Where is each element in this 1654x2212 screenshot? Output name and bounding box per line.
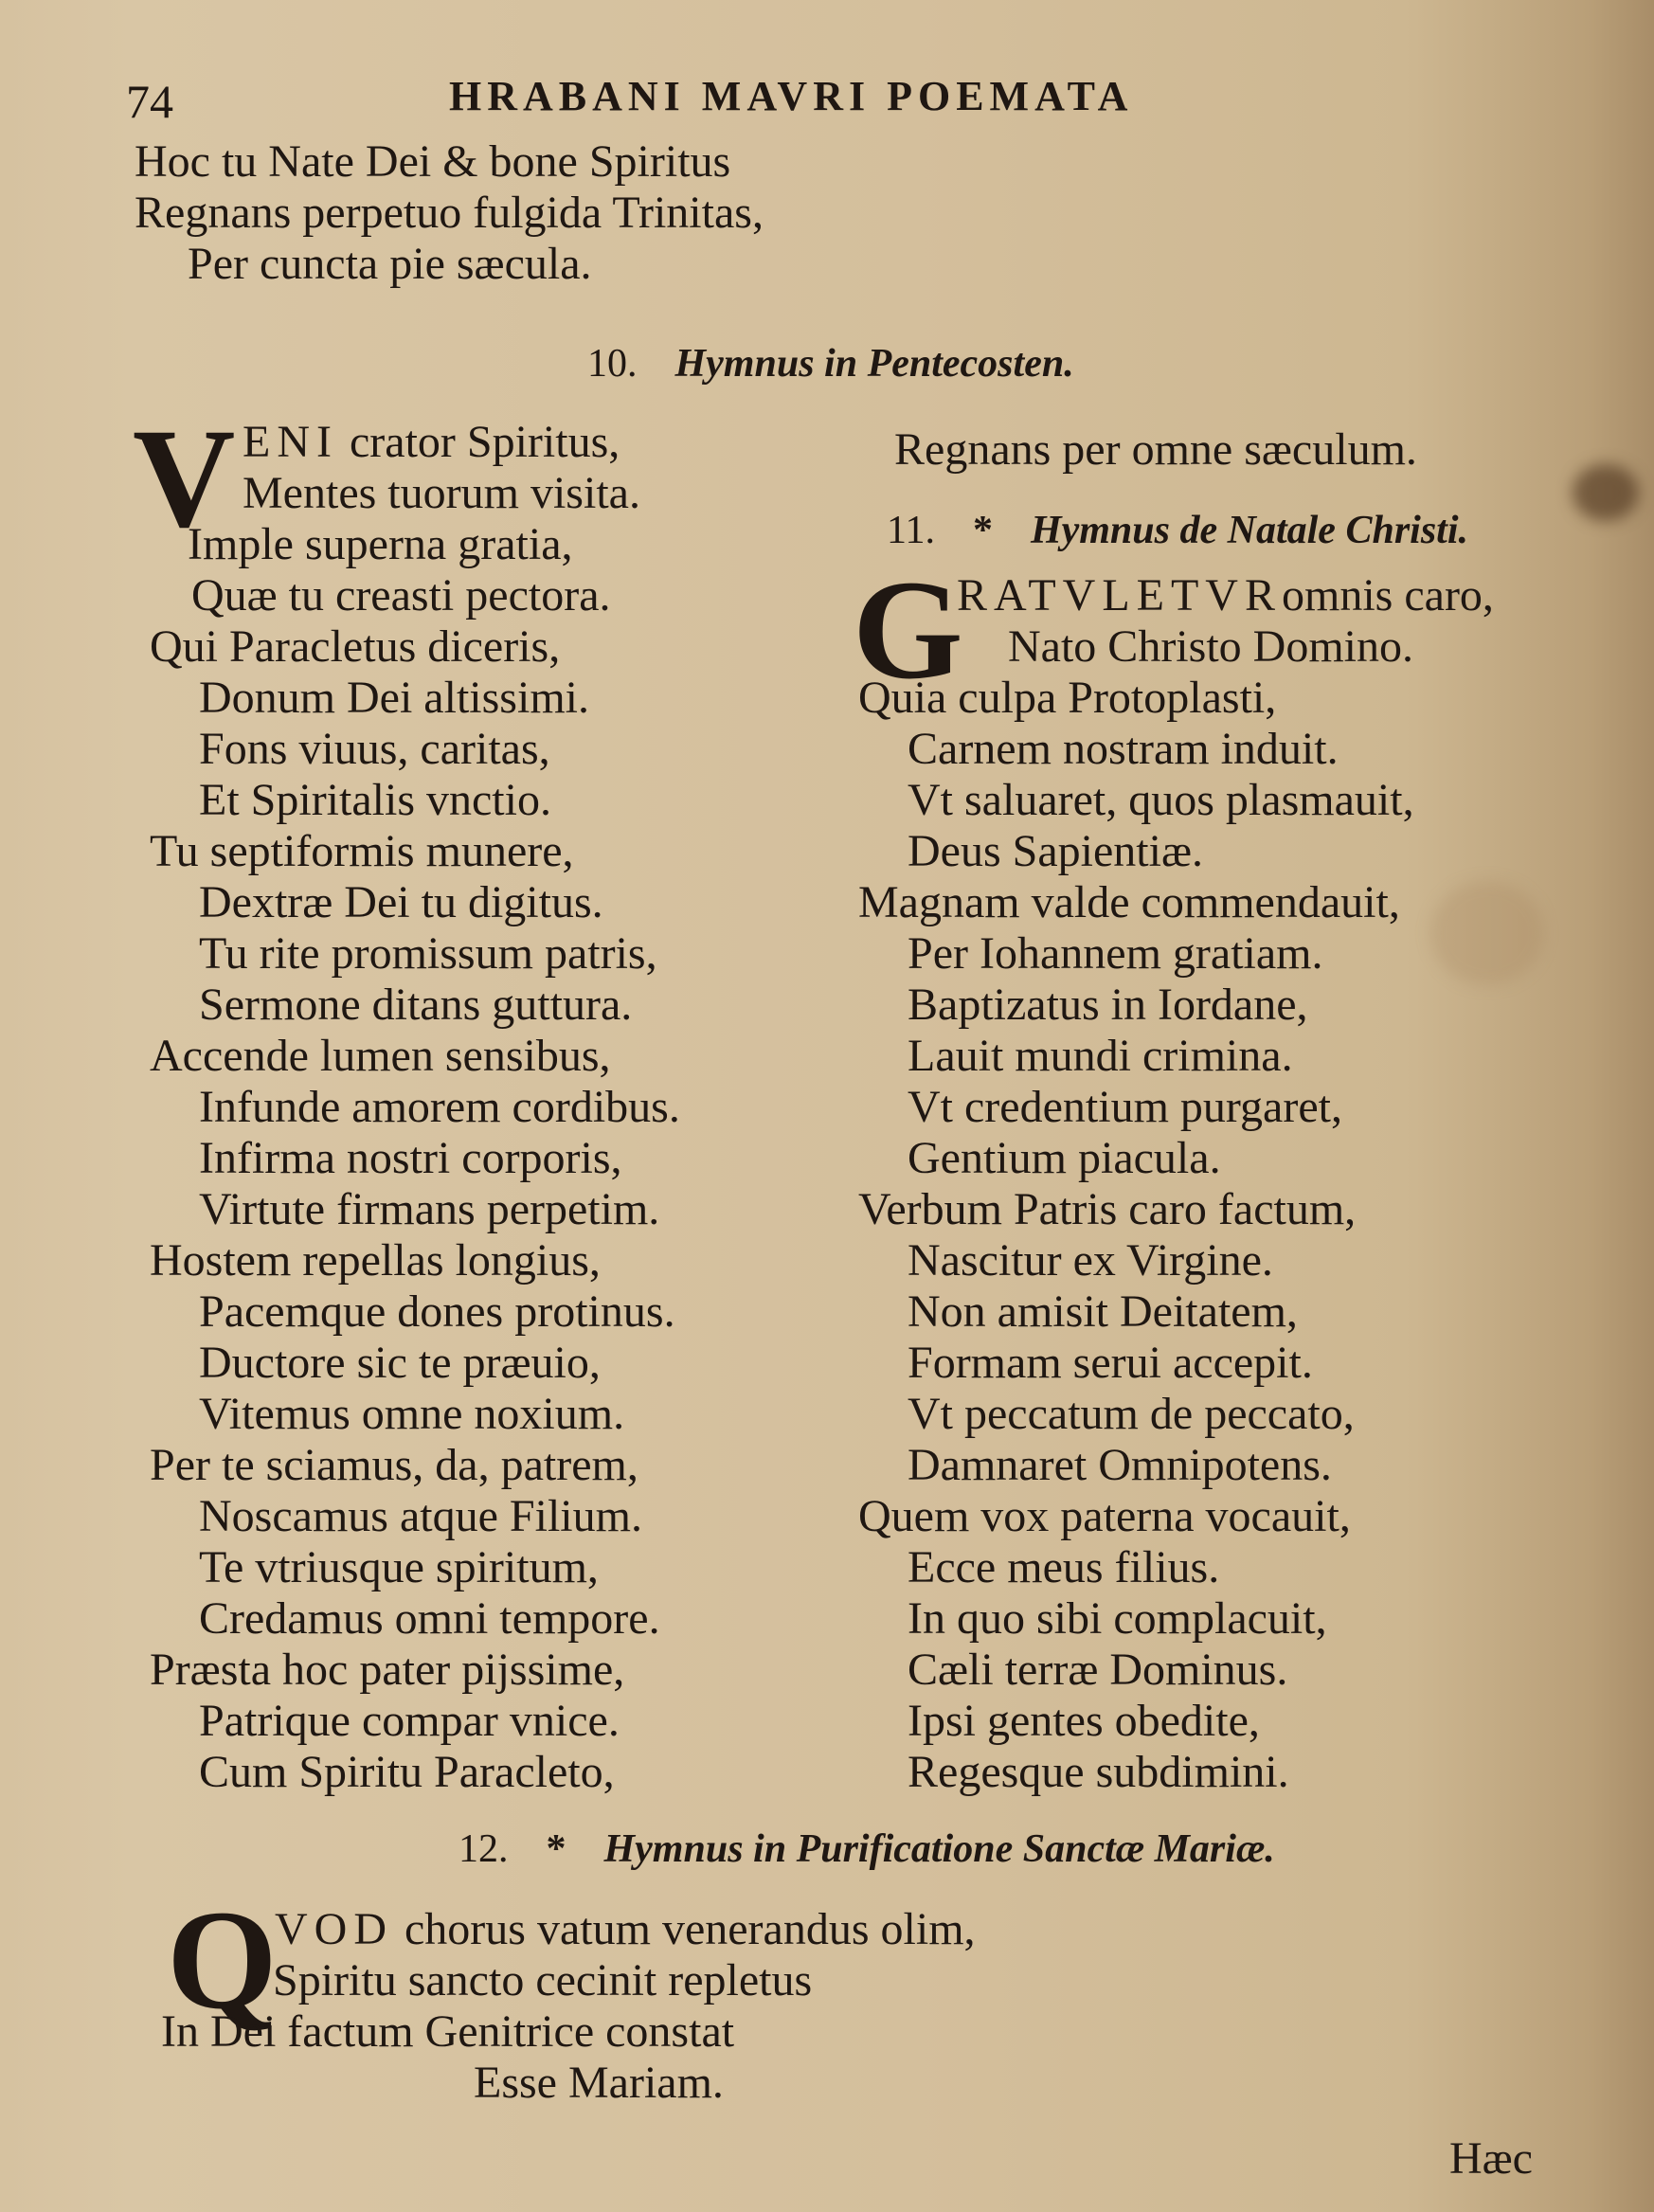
verse-line: Ductore sic te præuio, [199, 1338, 601, 1388]
verse-line: Esse Mariam. [474, 2058, 724, 2108]
verse-line: Hostem repellas longius, [150, 1235, 601, 1286]
verse-text: omnis caro, [1281, 570, 1494, 620]
verse-line: Cum Spiritu Paracleto, [199, 1747, 615, 1797]
hymn12-heading [458, 1826, 1275, 1872]
verse-line: Cæli terræ Dominus. [908, 1645, 1288, 1695]
verse-line: Lauit mundi crimina. [908, 1031, 1293, 1081]
hymn-number: 10. [587, 342, 638, 386]
drop-cap: G [853, 551, 963, 709]
verse-line: Dextræ Dei tu digitus. [199, 877, 603, 927]
verse-first-line [243, 417, 620, 468]
verse-line: Baptizatus in Iordane, [908, 980, 1308, 1030]
verse-line: Sermone ditans guttura. [199, 980, 633, 1030]
hymn-title: Hymnus in Purificatione Sanctæ Mariæ. [603, 1827, 1275, 1871]
catchword: Hæc [1449, 2133, 1533, 2184]
page-number: 74 [126, 75, 173, 128]
verse-first-line [275, 1904, 976, 1955]
verse-line: Spiritu sancto cecinit repletus [273, 1955, 813, 2005]
verse-line: In quo sibi complacuit, [908, 1593, 1327, 1644]
verse-line: Virtute firmans perpetim. [199, 1184, 660, 1234]
hymn10-continuation: Regnans per omne sæculum. [894, 424, 1417, 475]
verse-line: Damnaret Omnipotens. [908, 1440, 1332, 1490]
verse-line: Noscamus atque Filium. [199, 1491, 642, 1541]
verse-line: Pacemque dones protinus. [199, 1286, 675, 1337]
verse-line: Quæ tu creasti pectora. [191, 570, 611, 620]
foxing-spot [1430, 881, 1544, 985]
verse-line: Nato Christo Domino. [1008, 621, 1413, 672]
verse-line: Vitemus omne noxium. [199, 1389, 625, 1439]
verse-text: crator Spiritus, [349, 417, 620, 467]
drop-cap: Q [167, 1881, 278, 2039]
verse-line: Nascitur ex Virgine. [908, 1235, 1273, 1286]
verse-line: Credamus omni tempore. [199, 1593, 660, 1644]
verse-line: Et Spiritalis vnctio. [199, 775, 551, 825]
verse-line: Infunde amorem cordibus. [199, 1082, 680, 1132]
small-caps: RATVLETVR [957, 570, 1282, 620]
hymn-title: Hymnus de Natale Christi. [1030, 509, 1469, 552]
asterisk: * [546, 1827, 566, 1871]
hymn10-heading [587, 341, 1074, 387]
verse-line: Quia culpa Protoplasti, [858, 673, 1277, 723]
top-line: Per cuncta pie sæcula. [188, 239, 592, 289]
verse-line: Mentes tuorum visita. [243, 468, 640, 518]
verse-line: Imple superna gratia, [188, 519, 573, 569]
hymn-number: 11. [887, 509, 935, 552]
verse-line: Magnam valde commendauit, [858, 877, 1400, 927]
verse-line: Per Iohannem gratiam. [908, 928, 1323, 979]
verse-line: Donum Dei altissimi. [199, 673, 589, 723]
top-line: Hoc tu Nate Dei & bone Spiritus [135, 136, 731, 187]
verse-line: Qui Paracletus diceris, [150, 621, 561, 672]
verse-line: Deus Sapientiæ. [908, 826, 1203, 876]
small-caps: ENI [243, 417, 338, 467]
verse-line: Patrique compar vnice. [199, 1696, 620, 1746]
verse-line: Ecce meus filius. [908, 1542, 1220, 1592]
running-header-title: HRABANI MAVRI POEMATA [449, 73, 1134, 119]
verse-first-line [957, 570, 1494, 621]
verse-line: Vt saluaret, quos plasmauit, [908, 775, 1414, 825]
verse-line: Quem vox paterna vocauit, [858, 1491, 1351, 1541]
verse-line: Accende lumen sensibus, [150, 1031, 611, 1081]
verse-line: Tu rite promissum patris, [199, 928, 657, 979]
verse-line: Vt peccatum de peccato, [908, 1389, 1355, 1439]
verse-line: Per te sciamus, da, patrem, [150, 1440, 638, 1490]
verse-line: Infirma nostri corporis, [199, 1133, 622, 1183]
verse-line: Ipsi gentes obedite, [908, 1696, 1260, 1746]
hymn-number: 12. [458, 1827, 509, 1871]
verse-line: Formam serui accepit. [908, 1338, 1313, 1388]
verse-line: In Dei factum Genitrice constat [161, 2006, 735, 2057]
verse-line: Te vtriusque spiritum, [199, 1542, 599, 1592]
asterisk: * [972, 509, 993, 552]
verse-text: chorus vatum venerandus olim, [405, 1904, 976, 1954]
ink-stain [1573, 464, 1639, 521]
verse-line: Tu septiformis munere, [150, 826, 574, 876]
drop-cap: V [133, 400, 236, 557]
verse-line: Regesque subdimini. [908, 1747, 1289, 1797]
hymn-title: Hymnus in Pentecosten. [674, 342, 1074, 386]
verse-line: Gentium piacula. [908, 1133, 1221, 1183]
verse-line: Vt credentium purgaret, [908, 1082, 1342, 1132]
verse-line: Præsta hoc pater pijssime, [150, 1645, 625, 1695]
verse-line: Fons viuus, caritas, [199, 724, 550, 774]
hymn11-heading [887, 508, 1468, 553]
verse-line: Non amisit Deitatem, [908, 1286, 1298, 1337]
verse-line: Carnem nostram induit. [908, 724, 1339, 774]
small-caps: VOD [275, 1904, 393, 1954]
top-line: Regnans perpetuo fulgida Trinitas, [135, 188, 764, 238]
verse-line: Verbum Patris caro factum, [858, 1184, 1357, 1234]
